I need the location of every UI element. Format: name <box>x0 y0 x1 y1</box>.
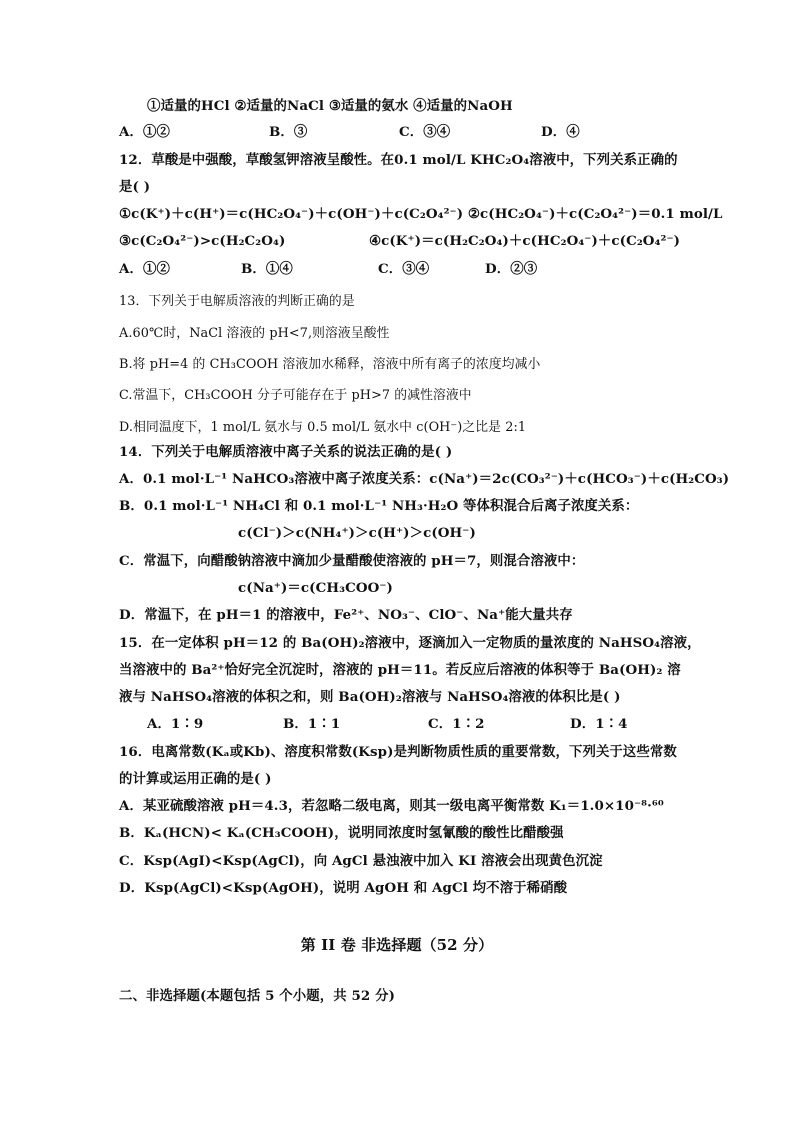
option-d: D．④ <box>541 124 580 140</box>
option-c: C．1∶2 <box>428 716 485 732</box>
option-a: A．1∶9 <box>147 716 204 732</box>
q15-stem-2: 当溶液中的 Ba²⁺恰好完全沉淀时，溶液的 pH＝11。若反应后溶液的体积等于 Ba(OH)₂ 溶 <box>119 662 681 678</box>
q14-option-d: D．常温下，在 pH＝1 的溶液中，Fe²⁺、NO₃⁻、ClO⁻、Na⁺能大量共存 <box>119 607 573 623</box>
q16-option-c: C．Ksp(AgI)<Ksp(AgCl)，向 AgCl 悬浊液中加入 KI 溶液会出现黄色沉淀 <box>119 853 603 869</box>
q16-stem-2: 的计算或运用正确的是( ) <box>119 771 272 787</box>
q14-option-c-relation: c(Na⁺)＝c(CH₃COO⁻) <box>238 580 393 596</box>
q12-statement-3-4 <box>119 231 689 251</box>
option-c: C．③④ <box>378 261 430 277</box>
q12-statement-4: ④c(K⁺)＝c(H₂C₂O₄)＋c(HC₂O₄⁻)＋c(C₂O₄²⁻) <box>369 233 681 249</box>
q12-options <box>119 259 689 279</box>
q14-option-b-relation: c(Cl⁻)＞c(NH₄⁺)＞c(H⁺)＞c(OH⁻) <box>238 525 476 541</box>
q13-option-d: D.相同温度下，1 mol/L 氨水与 0.5 mol/L 氨水中 c(OH⁻)之比是 2:1 <box>119 420 527 435</box>
q12-stem-2: 是( ) <box>119 179 151 195</box>
q13-option-c: C.常温下，CH₃COOH 分子可能存在于 pH>7 的减性溶液中 <box>119 388 472 403</box>
q14-option-b: B．0.1 mol·L⁻¹ NH₄Cl 和 0.1 mol·L⁻¹ NH₃·H₂O 等体积混合后离子浓度关系： <box>119 498 639 514</box>
q14-option-c: C．常温下，向醋酸钠溶液中滴加少量醋酸使溶液的 pH＝7，则混合溶液中： <box>119 553 585 569</box>
part-two-heading: 二、非选择题(本题包括 5 个小题，共 52 分) <box>119 988 396 1004</box>
q16-option-a: A．某亚硫酸溶液 pH＝4.3，若忽略二级电离，则其一级电离平衡常数 K₁＝1.0×10⁻⁸·⁶⁰ <box>119 798 664 814</box>
option-d: D．②③ <box>485 261 538 277</box>
q14-stem: 14．下列关于电解质溶液中离子关系的说法正确的是( ) <box>119 444 453 460</box>
q14-option-a: A．0.1 mol·L⁻¹ NaHCO₃溶液中离子浓度关系：c(Na⁺)＝2c(CO₃²⁻)＋c(HCO₃⁻)＋c(H₂CO₃) <box>119 471 730 487</box>
q12-statement-3: ③c(C₂O₄²⁻)>c(H₂C₂O₄) <box>119 233 286 249</box>
q12-stem-1: 12．草酸是中强酸，草酸氢钾溶液呈酸性。在0.1 mol/L KHC₂O₄溶液中，下列关系正确的 <box>119 152 678 168</box>
option-a: A．①② <box>119 124 170 140</box>
section-title: 第 II 卷 非选择题（52 分） <box>300 936 494 954</box>
q12-statement-1-2: ①c(K⁺)＋c(H⁺)＝c(HC₂O₄⁻)＋c(OH⁻)＋c(C₂O₄²⁻) ②c(HC₂O₄⁻)＋c(C₂O₄²⁻)＝0.1 mol/L <box>119 206 723 222</box>
option-b: B．①④ <box>241 261 293 277</box>
q13-option-b: B.将 pH=4 的 CH₃COOH 溶液加水稀释，溶液中所有离子的浓度均减小 <box>119 357 541 372</box>
option-a: A．①② <box>119 261 170 277</box>
option-b: B．③ <box>269 124 308 140</box>
q16-option-d: D．Ksp(AgCl)<Ksp(AgOH)，说明 AgOH 和 AgCl 均不溶于稀硝酸 <box>119 880 568 896</box>
q15-stem-3: 液与 NaHSO₄溶液的体积之和，则 Ba(OH)₂溶液与 NaHSO₄溶液的体积比是( ) <box>119 689 621 705</box>
q13-stem: 13．下列关于电解质溶液的判断正确的是 <box>119 294 355 309</box>
option-d: D．1∶4 <box>570 716 628 732</box>
q15-options <box>147 714 717 734</box>
q13-option-a: A.60℃时，NaCl 溶液的 pH<7,则溶液呈酸性 <box>119 326 390 341</box>
option-c: C．③④ <box>399 124 451 140</box>
q16-option-b: B．Kₐ(HCN)< Kₐ(CH₃COOH)，说明同浓度时氢氰酸的酸性比醋酸强 <box>119 825 564 841</box>
q15-stem-1: 15．在一定体积 pH＝12 的 Ba(OH)₂溶液中，逐滴加入一定物质的量浓度的 NaHSO₄溶液， <box>119 635 701 651</box>
option-b: B．1∶1 <box>283 716 341 732</box>
q16-stem-1: 16．电离常数(Kₐ或Kb)、溶度积常数(Ksp)是判断物质性质的重要常数，下列关于这些常数 <box>119 744 677 760</box>
q11-options <box>119 122 689 142</box>
q11-choices: ①适量的HCl ②适量的NaCl ③适量的氨水 ④适量的NaOH <box>147 98 513 114</box>
